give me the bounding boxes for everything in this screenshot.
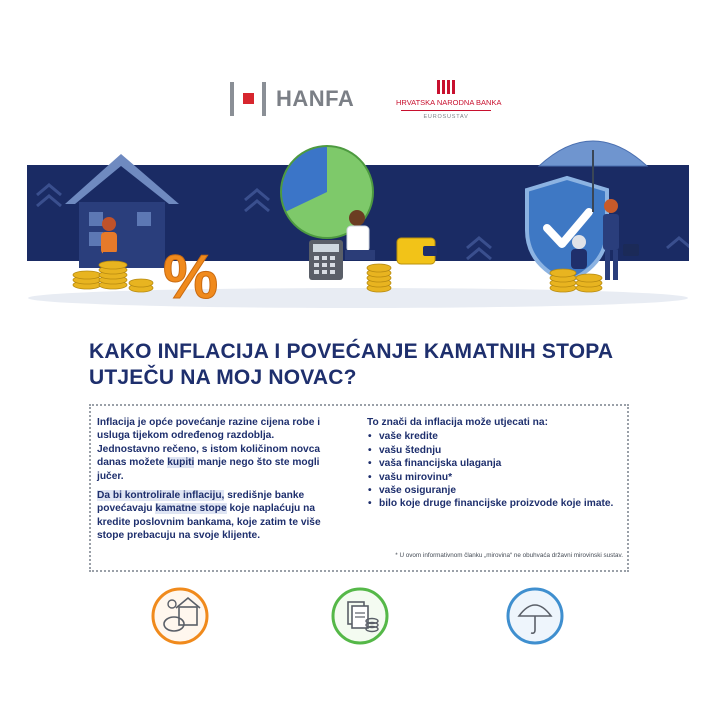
elderly-woman-figure-icon — [571, 235, 587, 269]
inflation-explanation — [97, 416, 329, 549]
hnb-name: HRVATSKA NARODNA BANKA — [396, 98, 502, 107]
svg-text:%: % — [163, 243, 219, 310]
banner-illustration — [27, 120, 689, 310]
documents-coins-icon — [330, 586, 390, 646]
wallet-icon — [397, 238, 437, 264]
impact-list — [367, 430, 617, 510]
hanfa-mark-icon — [230, 82, 266, 116]
list-item: • vašu mirovinu* — [367, 471, 617, 484]
list-item: • vašu štednju — [367, 444, 617, 457]
footnote: * U ovom informativnom članku „mirovina“ ne obuhvaća državni mirovinski sustav. — [395, 552, 623, 559]
hnb-building-icon — [436, 78, 456, 96]
house-piggybank-icon — [150, 586, 210, 646]
title-line-1: KAKO INFLACIJA I POVEĆANJE KAMATNIH STOPA — [89, 340, 614, 363]
info-box — [89, 404, 629, 572]
umbrella-icon — [505, 586, 565, 646]
bottom-icons — [0, 586, 716, 652]
paragraph-interest-rates: Da bi kontrolirale inflaciju, središnje banke povećavaju kamatne stope koje naplaćuju na kredite poslovnim bankama, koje zatim te više stope prebacuju na svoje klijente. — [97, 490, 321, 542]
highlight-control: Da bi kontrolirale inflaciju, — [97, 490, 225, 502]
man-figure-icon — [345, 210, 375, 260]
list-item: • vaše kredite — [367, 430, 617, 443]
list-item: • vaša financijska ulaganja — [367, 457, 617, 470]
hnb-subtitle: EUROSUSTAV — [423, 114, 469, 120]
impact-list-section — [367, 416, 617, 511]
shield-check-icon — [527, 178, 607, 282]
hanfa-logo — [230, 82, 354, 116]
house-icon — [65, 154, 179, 268]
hnb-logo — [396, 78, 502, 120]
highlight-kupiti: kupiti — [167, 457, 195, 469]
list-item: • vaše osiguranje — [367, 484, 617, 497]
list-item: • bilo koje druge financijske proizvode koje imate. — [367, 497, 617, 510]
paragraph-definition: Inflacija je opće povećanje razine cijena robe i usluga tijekom određenog razdoblja. Jednostavno rečeno, s istom količinom novca danas možete kupiti manje nego što ste mogli jučer. — [97, 417, 321, 482]
calculator-icon — [309, 240, 343, 280]
title-line-2: UTJEČU NA MOJ NOVAC? — [89, 366, 357, 389]
percent-icon — [163, 243, 218, 310]
highlight-kamatne-stope: kamatne stope — [155, 503, 227, 515]
page-title — [89, 339, 649, 391]
impact-intro: To znači da inflacija može utjecati na: — [367, 417, 548, 428]
hanfa-wordmark: HANFA — [276, 86, 355, 111]
chevron-up-icon — [37, 185, 61, 195]
man-with-briefcase-icon — [603, 199, 639, 280]
